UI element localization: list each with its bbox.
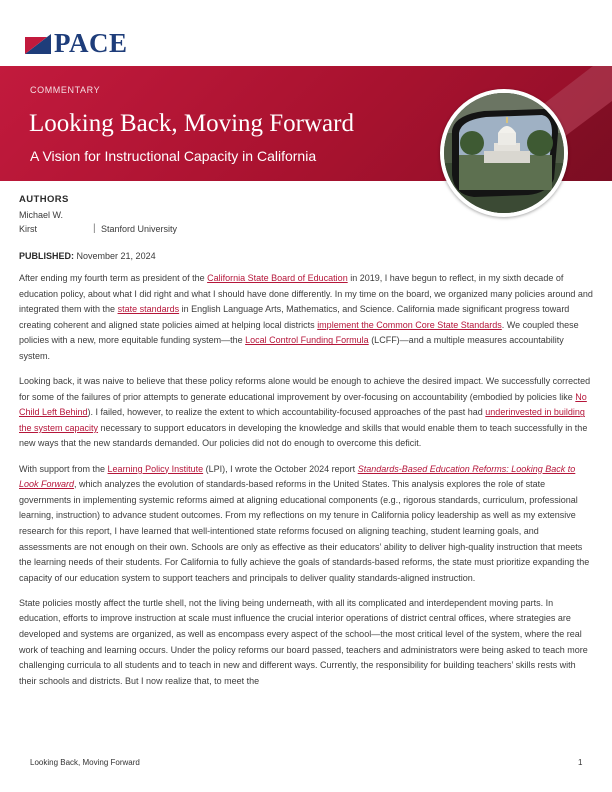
link-california-state-board[interactable]: California State Board of Education <box>207 273 348 283</box>
p1-text: in 2019, I have begun to reflect, in my sixth decade of education policy, about what I did right and what I should have done differently. In my time on the board, we organized many policies around and integrated them with the <box>19 273 593 315</box>
link-nclb[interactable]: No Child Left Behind <box>19 391 587 418</box>
p1-text: . We coupled these policies with a new, more equitable funding system—the <box>19 319 579 346</box>
authors-heading: AUTHORS <box>19 194 69 205</box>
page-number: 1 <box>578 758 583 767</box>
p3-text: (LPI), I wrote the October 2024 report <box>203 463 358 474</box>
paragraph-3 <box>19 462 593 587</box>
p3-text: With support from the <box>19 463 108 474</box>
capitol-mirror-photo <box>440 89 568 217</box>
article-body <box>19 271 593 699</box>
paragraph-4 <box>19 596 593 690</box>
footer-title: Looking Back, Moving Forward <box>30 758 140 767</box>
published-label: PUBLISHED: <box>19 251 75 261</box>
link-system-capacity[interactable]: underinvested in building the system capacity <box>19 407 585 433</box>
paragraph-1 <box>19 271 593 365</box>
author-name-line1[interactable]: Michael W. <box>19 210 64 220</box>
capitol-mirror-image-icon <box>444 93 564 213</box>
pace-logo-mark-icon <box>25 34 51 54</box>
pace-logo-text: PACE <box>54 28 128 58</box>
link-lcff[interactable]: Local Control Funding Formula <box>245 335 369 346</box>
link-common-core[interactable]: implement the Common Core State Standards <box>317 319 502 330</box>
link-report[interactable]: Standards-Based Education Reforms: Looking Back to Look Forward <box>19 463 576 490</box>
published-date: November 21, 2024 <box>76 251 156 261</box>
page-subtitle: A Vision for Instructional Capacity in California <box>30 148 317 164</box>
link-lpi[interactable]: Learning Policy Institute <box>107 463 204 474</box>
p4-text: State policies mostly affect the turtle shell, not the living being underneath, with all its complicated and interdependent moving parts. In education, efforts to improve instruction at scale must influence the crucial interior operations of district central offices, where strategies are developed and systems are organized, as well as encompass every aspect of the school—the most critical level of the system, where the real work of teaching and learning occurs. Under the policy reforms our board passed, teachers and administrators were being asked to teach more challenging curricula to all students and to teach in new and different ways. Currently, the responsibility for building teachers’ skills rests with their schools and districts. But I now realize that, to meet the <box>19 597 588 686</box>
p1-text: in English Language Arts, Mathematics, and Science. California made significant progress toward creating coherent and aligned state policies aimed at helping local districts <box>19 304 570 330</box>
document-type-label: COMMENTARY <box>30 85 101 95</box>
p2-text: Looking back, it was naive to believe that these policy reforms alone would be enough to achieve the desired impact. We successfully corrected for some of the failures of prior attempts to generate educational improvement by over-focusing on accountability (embodied by policies like <box>19 376 591 402</box>
page-title: Looking Back, Moving Forward <box>29 110 354 137</box>
pace-logo[interactable] <box>25 30 128 57</box>
published-line <box>19 251 156 261</box>
p2-text: ). I failed, however, to realize the extent to which accountability-focused approaches of the past had <box>87 407 486 418</box>
author-separator: | <box>93 223 96 234</box>
p3-text: , which analyzes the evolution of standards-based reforms in the United States. This analysis explores the role of state governments in implementing systemic reforms aimed at aligning educational components (e.g., rigorous standards, curriculum, professional learning, instruction) to advance student outcomes. From my reflections on my tenure in California policy leadership as well as my extensive research for this report, I have learned that well-intentioned state reforms focused on aligning teaching, student learning goals, and assessments are not enough on their own. Schools are only as effective as their educators’ ability to deliver high-quality instruction that meets the learning needs of their students. For California to fully achieve the goals of standards-based reforms, the state must prioritize expanding the capacity of our education system to support teachers and principals to deliver quality standards-aligned instruction. <box>19 479 590 583</box>
p1-text: After ending my fourth term as president of the <box>19 273 208 283</box>
author-affiliation: Stanford University <box>101 224 178 234</box>
link-state-standards[interactable]: state standards <box>117 304 180 315</box>
p2-text: necessary to support educators in developing the knowledge and skills that would enable them to teach successfully in the new ways that the new standards demanded. Our policies did not do enough to overcome this deficit. <box>19 422 588 449</box>
author-name-line2[interactable]: Kirst <box>19 224 37 234</box>
p1-text: (LCFF)—and a multiple measures accountability system. <box>19 335 564 361</box>
paragraph-2 <box>19 374 593 452</box>
